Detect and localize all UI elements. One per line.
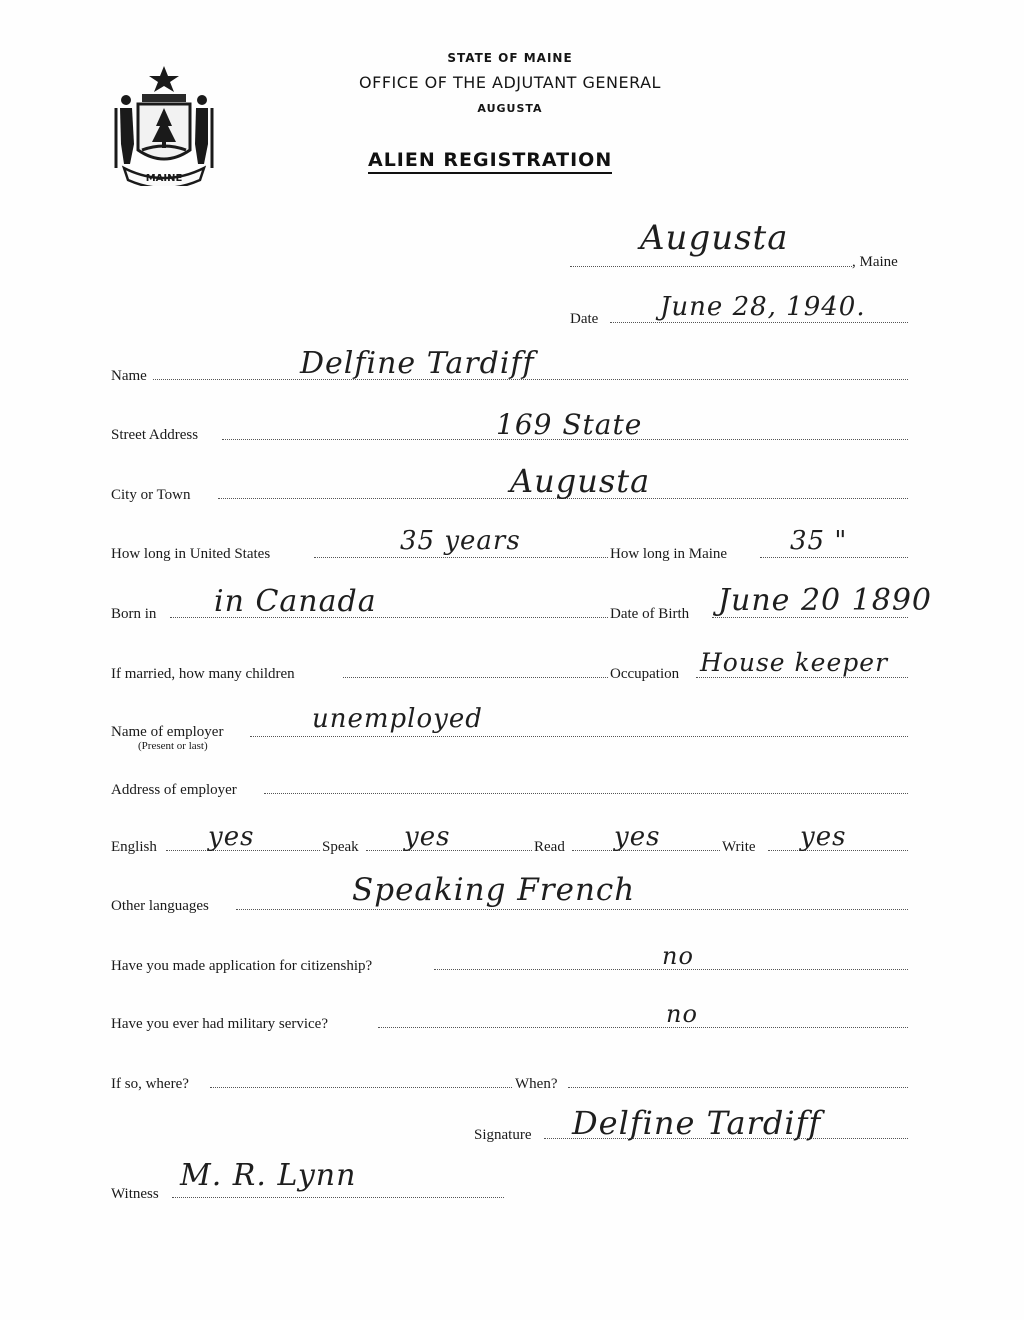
date-value: June 28, 1940. bbox=[660, 292, 866, 322]
where-line bbox=[210, 1087, 512, 1088]
town-value: Augusta bbox=[640, 218, 789, 258]
city-value: Augusta bbox=[510, 462, 651, 500]
employer-label: Name of employer bbox=[111, 724, 224, 740]
date-line bbox=[610, 322, 908, 323]
speak-value: yes bbox=[404, 822, 451, 852]
military-line bbox=[378, 1027, 908, 1028]
speak-label: Speak bbox=[322, 839, 359, 855]
state-heading: STATE OF MAINE bbox=[447, 51, 573, 65]
us-duration-label: How long in United States bbox=[111, 546, 271, 562]
military-label: Have you ever had military service? bbox=[111, 1016, 328, 1032]
married-line bbox=[343, 677, 608, 678]
office-heading: OFFICE OF THE ADJUTANT GENERAL bbox=[359, 73, 661, 92]
signature-label: Signature bbox=[474, 1127, 532, 1143]
when-label: When? bbox=[515, 1076, 558, 1092]
town-line bbox=[570, 266, 852, 267]
svg-text:MAINE: MAINE bbox=[145, 173, 183, 184]
me-duration-value: 35 " bbox=[790, 526, 848, 556]
street-label: Street Address bbox=[111, 427, 199, 443]
name-label: Name bbox=[111, 368, 147, 384]
witness-line bbox=[172, 1197, 504, 1198]
witness-value: M. R. Lynn bbox=[180, 1158, 357, 1193]
occupation-line bbox=[696, 677, 908, 678]
us-duration-value: 35 years bbox=[400, 526, 521, 556]
english-label: English bbox=[111, 839, 157, 855]
read-label: Read bbox=[534, 839, 565, 855]
employer-note: (Present or last) bbox=[138, 740, 208, 752]
employer-address-label: Address of employer bbox=[111, 782, 237, 798]
when-line bbox=[568, 1087, 908, 1088]
maine-suffix-label: , Maine bbox=[852, 254, 898, 270]
employer-value: unemployed bbox=[312, 704, 483, 734]
form-title: ALIEN REGISTRATION bbox=[368, 149, 612, 174]
married-label: If married, how many children bbox=[111, 666, 295, 682]
other-languages-value: Speaking French bbox=[352, 872, 636, 908]
read-value: yes bbox=[614, 822, 661, 852]
maine-state-seal-icon bbox=[112, 64, 216, 186]
us-duration-line bbox=[314, 557, 608, 558]
date-label: Date bbox=[570, 311, 599, 327]
write-label: Write bbox=[722, 839, 756, 855]
city-label: City or Town bbox=[111, 487, 191, 503]
occupation-value: House keeper bbox=[700, 648, 889, 677]
born-value: in Canada bbox=[214, 584, 377, 619]
me-duration-label: How long in Maine bbox=[610, 546, 728, 562]
write-value: yes bbox=[800, 822, 847, 852]
citizenship-value: no bbox=[662, 942, 694, 970]
me-duration-line bbox=[760, 557, 908, 558]
witness-label: Witness bbox=[111, 1186, 159, 1202]
employer-address-line bbox=[264, 793, 908, 794]
city-heading: AUGUSTA bbox=[477, 102, 543, 115]
citizenship-label: Have you made application for citizenship? bbox=[111, 958, 373, 974]
military-value: no bbox=[666, 1000, 698, 1028]
other-languages-line bbox=[236, 909, 908, 910]
occupation-label: Occupation bbox=[610, 666, 680, 682]
employer-line bbox=[250, 736, 908, 737]
english-value: yes bbox=[208, 822, 255, 852]
name-value: Delfine Tardiff bbox=[300, 346, 535, 381]
born-label: Born in bbox=[111, 606, 157, 622]
where-label: If so, where? bbox=[111, 1076, 189, 1092]
other-languages-label: Other languages bbox=[111, 898, 209, 914]
dob-label: Date of Birth bbox=[610, 606, 690, 622]
signature-value: Delfine Tardiff bbox=[572, 1104, 822, 1142]
street-value: 169 State bbox=[496, 408, 643, 441]
dob-value: June 20 1890 bbox=[718, 583, 933, 618]
